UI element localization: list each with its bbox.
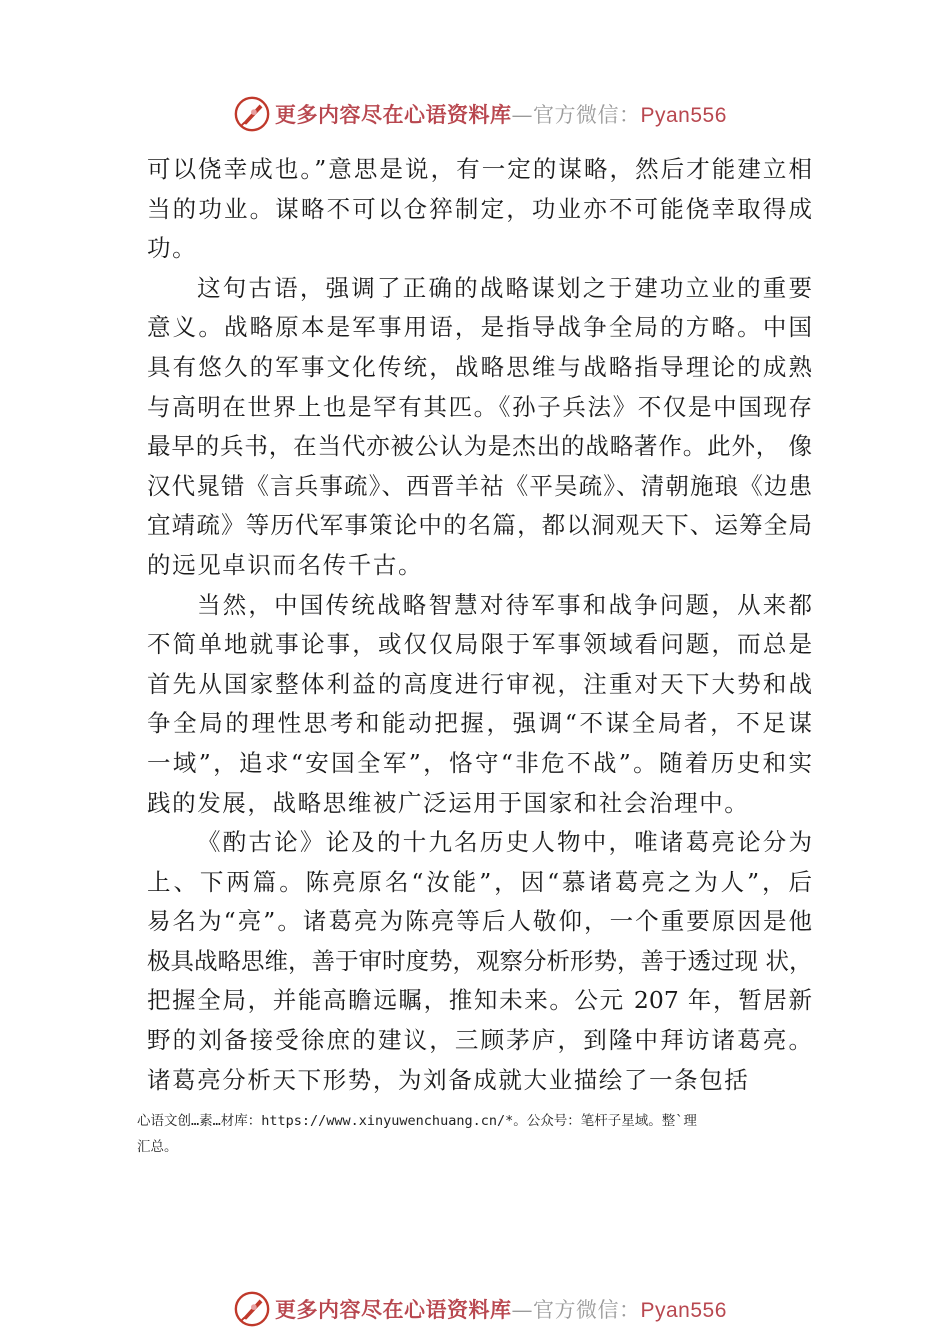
- text-line: 践的发展，战略思维被广泛运用于国家和社会治理中。: [147, 788, 750, 817]
- text-line: 首先从国家整体利益的高度进行审视，注重对天下大势和战: [147, 669, 812, 698]
- banner-wechat-id: Pyan556: [640, 104, 727, 127]
- footnote-line-2: 汇总。: [137, 1139, 178, 1155]
- text-line: 功。: [147, 234, 198, 263]
- header-banner: [233, 94, 733, 134]
- text-line: 与高明在世界上也是罕有其匹。《孙子兵法》不仅是中国现存: [147, 392, 812, 421]
- text-line: 具有悠久的军事文化传统，战略思维与战略指导理论的成熟: [147, 352, 812, 381]
- text-line: 意义。战略原本是军事用语，是指导战争全局的方略。中国: [147, 313, 812, 342]
- text-line: 可以侥幸成也。”意思是说，有一定的谋略，然后才能建立相: [147, 155, 812, 183]
- source-footnote: [137, 1108, 837, 1160]
- banner-grey-text: —官方微信：: [511, 1298, 641, 1322]
- text-line: 当的功业。谋略不可以仓猝制定，功业亦不可能侥幸取得成: [147, 194, 812, 223]
- text-line: 当然，中国传统战略智慧对待军事和战争问题，从来都: [197, 590, 812, 619]
- document-body: [147, 150, 812, 1100]
- text-line: 诸葛亮分析天下形势，为刘备成就大业描绘了一条包括: [147, 1065, 750, 1094]
- footnote-line-1: 心语文创…素…材库：https://www.xinyuwenchuang.cn/*。公众号：笔杆子星域。整`理: [137, 1113, 697, 1129]
- quill-logo-icon: [233, 95, 271, 133]
- banner-wechat-id: Pyan556: [640, 1299, 727, 1322]
- text-line: 最早的兵书，在当代亦被公认为是杰出的战略著作。此外， 像: [147, 432, 812, 461]
- text-line: 野的刘备接受徐庶的建议，三顾茅庐，到隆中拜访诸葛亮。: [147, 1026, 812, 1055]
- text-line: 易名为“亮”。诸葛亮为陈亮等后人敬仰，一个重要原因是他: [147, 907, 812, 936]
- text-line: 不简单地就事论事，或仅仅局限于军事领域看问题，而总是: [147, 630, 812, 659]
- text-line: 汉代晁错《言兵事疏》、西晋羊祜《平吴疏》、清朝施琅《边患: [147, 471, 812, 500]
- text-line: 一域”，追求“安国全军”，恪守“非危不战”。随着历史和实: [147, 748, 812, 777]
- banner-grey-text: —官方微信：: [511, 103, 641, 127]
- text-line: 把握全局，并能高瞻远瞩，推知未来。公元 207 年，暂居新: [147, 986, 812, 1015]
- text-line: 宜靖疏》等历代军事策论中的名篇，都以洞观天下、运筹全局: [147, 511, 812, 540]
- quill-logo-icon: [233, 1290, 271, 1328]
- footer-banner: [233, 1289, 733, 1329]
- text-line: 上、下两篇。陈亮原名“汝能”，因“慕诸葛亮之为人”，后: [147, 867, 812, 896]
- text-line: 这句古语，强调了正确的战略谋划之于建功立业的重要: [197, 273, 812, 302]
- text-line: 极具战略思维，善于审时度势，观察分析形势，善于透过现 状，: [147, 946, 813, 975]
- banner-red-text: 更多内容尽在心语资料库: [275, 102, 512, 127]
- text-line: 的远见卓识而名传千古。: [147, 550, 424, 579]
- text-line: 争全局的理性思考和能动把握，强调“不谋全局者，不足谋: [147, 709, 812, 738]
- banner-red-text: 更多内容尽在心语资料库: [275, 1297, 512, 1322]
- text-line: 《酌古论》论及的十九名历史人物中，唯诸葛亮论分为: [197, 828, 812, 857]
